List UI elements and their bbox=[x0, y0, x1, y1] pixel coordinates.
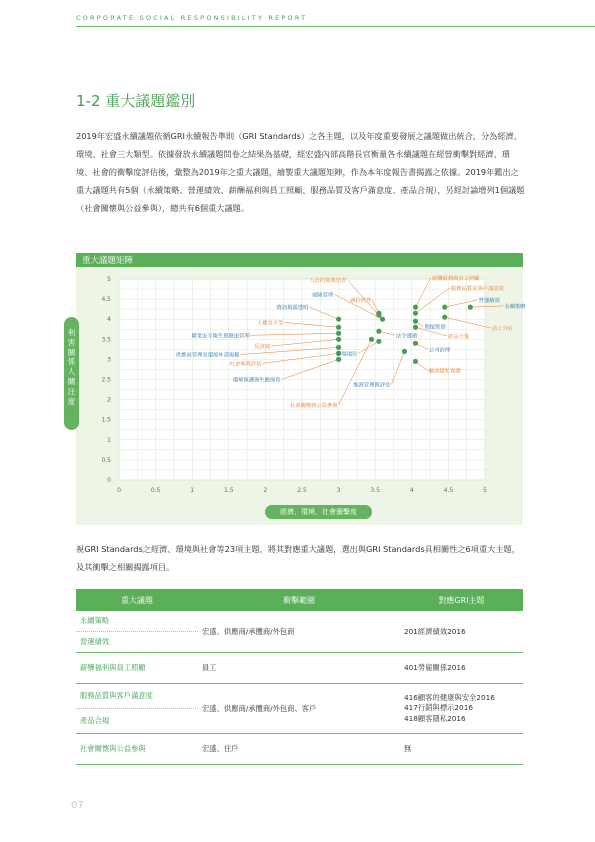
y-tick-label: 4.5 bbox=[101, 296, 111, 304]
topic-cell: 營運績效 bbox=[76, 632, 198, 653]
table-header-row bbox=[76, 589, 523, 611]
chart-section-banner bbox=[76, 253, 523, 267]
data-point bbox=[413, 359, 418, 364]
point-label: 顧客隱私保護 bbox=[428, 368, 461, 375]
point-label: 公司治理 bbox=[428, 347, 451, 354]
header-topic: 重大議題 bbox=[76, 589, 198, 611]
point-label: 法令遵循 bbox=[395, 333, 418, 340]
gri-cell bbox=[400, 684, 523, 734]
x-tick-label: 4 bbox=[409, 487, 414, 494]
topic-cell: 薪酬福利與員工照顧 bbox=[76, 653, 198, 684]
x-axis-label: 經濟、環境、社會衝擊度 bbox=[265, 505, 372, 519]
point-label: 社會參與評估 bbox=[229, 361, 262, 368]
topic-cell: 社會關懷與公益參與 bbox=[76, 734, 198, 765]
data-point bbox=[376, 311, 381, 316]
data-point bbox=[413, 325, 418, 330]
materiality-matrix bbox=[76, 267, 526, 525]
chart-section-title: 重大議題矩陣 bbox=[82, 256, 134, 266]
table-row bbox=[76, 653, 523, 684]
y-tick-label: 2.5 bbox=[101, 376, 111, 384]
point-label: 供應商管理及環境外部規範 bbox=[175, 352, 240, 359]
running-title: CORPORATE SOCIAL RESPONSIBILITY REPORT bbox=[76, 14, 308, 22]
table-row bbox=[76, 734, 523, 765]
y-tick-label: 2 bbox=[107, 396, 111, 404]
point-label: 人權及平等 bbox=[256, 320, 284, 327]
gri-item: 418顧客隱私2016 bbox=[404, 713, 466, 723]
data-point bbox=[442, 305, 447, 310]
x-tick-label: 3 bbox=[336, 487, 341, 494]
point-label: 員工分紅 bbox=[491, 326, 514, 333]
mapping-note: 視GRI Standards之經濟、環境與社會等23項主題，將其對應重大議題，選出與GRI Standards具相關性之6項重大主題，及其衝擊之相關揭露項目。 bbox=[76, 544, 520, 572]
header-gri: 對應GRI主題 bbox=[400, 589, 523, 611]
header-rule bbox=[76, 26, 595, 27]
data-point bbox=[336, 337, 341, 342]
data-point bbox=[468, 305, 473, 310]
point-label: 市場地位 bbox=[336, 351, 358, 358]
x-tick-label: 2.5 bbox=[297, 487, 307, 494]
point-label: 永續策略 bbox=[504, 303, 526, 310]
scope-cell: 宏盛、供應商/承攬商/外包商、客戶 bbox=[198, 684, 400, 734]
data-point bbox=[413, 305, 418, 310]
y-tick-label: 3 bbox=[107, 356, 111, 364]
data-point bbox=[413, 341, 418, 346]
scope-cell: 宏盛、住戶 bbox=[198, 734, 400, 765]
material-topics-table bbox=[76, 589, 523, 765]
data-point bbox=[442, 315, 447, 320]
point-label: 職業安全衛生與健康管理 bbox=[191, 333, 250, 340]
topic-cell: 產品合規 bbox=[76, 709, 198, 734]
materiality-chart-svg bbox=[76, 267, 526, 525]
y-axis-label: 利 害 關 係 人 關 注 度 bbox=[67, 328, 76, 406]
y-tick-label: 5 bbox=[107, 276, 111, 283]
gri-item: 417行銷與標示2016 bbox=[404, 703, 473, 713]
topic-cell: 服務品質與客戶滿意度 bbox=[76, 684, 198, 709]
intro-paragraph: 2019年宏盛永續議題依循GRI永續報告準則（GRI Standards）之各主題，以及年度重要發展之議題做出統合，分為經濟、環境、社會三大類型。依據發放永續議題問卷之結果為基礎，經宏盛內部高階長官衡量各永續議題在經營衝擊對經濟、環境、社會的衝擊度評估後，彙整為2019年之重大議題，繪製重大議題矩陣，作為本年度報告書揭露之依據。2019年鑑出之重大議題共有5個（永續策略、營運績效、薪酬福利與員工照顧、服務品質及客戶滿意度、產品合規），另經討論增列1個議題（社會關懷與公益參與），總共有6個重大議題。 bbox=[76, 131, 525, 213]
scope-cell: 宏盛、供應商/承攬商/外包商 bbox=[198, 611, 400, 653]
y-tick-label: 3.5 bbox=[101, 336, 111, 344]
x-tick-label: 3.5 bbox=[370, 487, 380, 494]
data-point bbox=[369, 337, 374, 342]
scope-cell: 員工 bbox=[198, 653, 400, 684]
point-label: 間接經濟 bbox=[424, 324, 446, 331]
section-title: 1-2 重大議題鑑別 bbox=[76, 92, 196, 110]
x-tick-label: 5 bbox=[483, 487, 487, 494]
data-point bbox=[413, 311, 418, 316]
data-point bbox=[336, 317, 341, 322]
x-tick-label: 1 bbox=[190, 487, 195, 494]
x-tick-label: 2 bbox=[263, 487, 268, 494]
x-tick-label: 1.5 bbox=[224, 487, 234, 494]
data-point bbox=[380, 317, 385, 322]
data-point bbox=[402, 349, 407, 354]
data-point bbox=[376, 339, 381, 344]
data-point bbox=[336, 345, 341, 350]
header-scope: 衝擊範圍 bbox=[198, 589, 400, 611]
point-label: 環境保護與生態保育 bbox=[232, 377, 281, 384]
gri-cell: 無 bbox=[400, 734, 523, 765]
gri-item: 416顧客的健康與安全2016 bbox=[404, 692, 495, 702]
y-tick-label: 0 bbox=[107, 477, 111, 484]
y-axis-label-pill bbox=[64, 317, 79, 430]
point-label: 人員招募與培育 bbox=[309, 277, 347, 284]
x-tick-label: 0.5 bbox=[150, 487, 161, 494]
point-label: 誠信經營 bbox=[350, 297, 372, 304]
page-number: 07 bbox=[71, 800, 84, 811]
y-tick-label: 1 bbox=[107, 436, 111, 444]
point-label: 產品合規 bbox=[447, 334, 470, 341]
gri-cell: 201經濟績效2016 bbox=[400, 611, 523, 653]
data-point bbox=[413, 319, 418, 324]
point-label: 營運績效 bbox=[478, 297, 500, 304]
data-point bbox=[336, 357, 341, 362]
gri-cell: 401勞雇關係2016 bbox=[400, 653, 523, 684]
y-tick-label: 4 bbox=[107, 316, 111, 324]
table-row bbox=[76, 611, 523, 632]
point-label: 風險管理 bbox=[312, 292, 334, 299]
data-point bbox=[336, 325, 341, 330]
point-label: 反貪腐 bbox=[254, 344, 271, 351]
y-tick-label: 1.5 bbox=[101, 416, 111, 424]
data-point bbox=[336, 331, 341, 336]
point-label: 社會關懷與公益參與 bbox=[289, 402, 338, 409]
point-label: 服務品質及客戶滿意度 bbox=[450, 285, 504, 292]
x-tick-label: 4.5 bbox=[443, 487, 454, 494]
point-label: 薪酬福利與員工照顧 bbox=[431, 275, 480, 282]
data-point bbox=[376, 329, 381, 334]
point-label: 能源管理與評估 bbox=[353, 382, 391, 389]
table-row bbox=[76, 684, 523, 709]
x-tick-label: 0 bbox=[117, 487, 121, 494]
point-label: 資訊揭露透明 bbox=[276, 305, 309, 312]
y-tick-label: 0.5 bbox=[101, 456, 111, 464]
topic-cell: 永續策略 bbox=[76, 611, 198, 632]
